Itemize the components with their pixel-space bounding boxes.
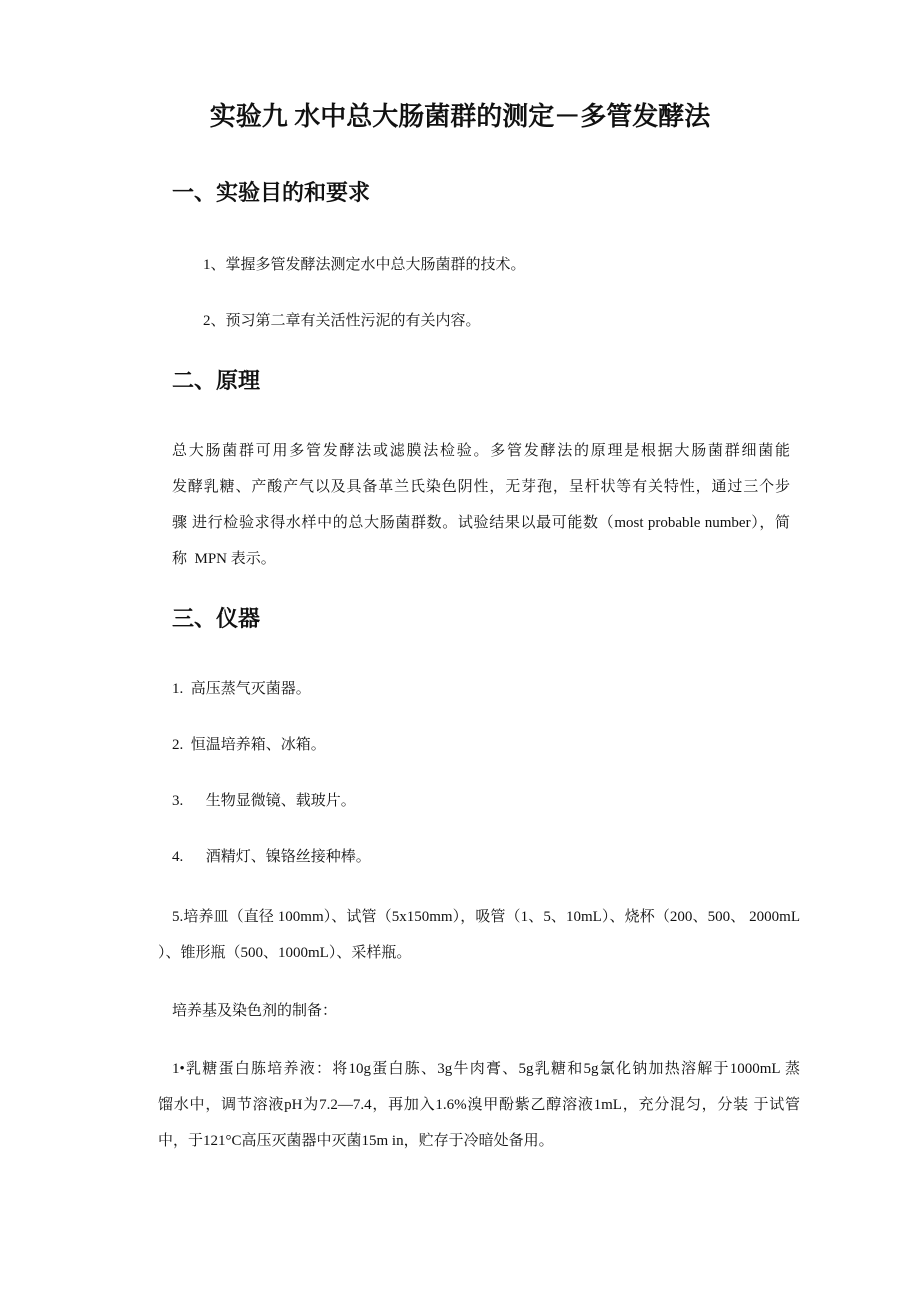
principle-line: 骤 进行检验求得水样中的总大肠菌群数。试验结果以最可能数（most probable number），简 bbox=[172, 515, 790, 531]
principle-line: 称 MPN 表示。 bbox=[172, 551, 276, 567]
media-line: 馏水中，调节溶液pH为7.2—7.4，再加入1.6%溴甲酚紫乙醇溶液1mL，充分混匀，分装 于试管 bbox=[158, 1097, 800, 1113]
instrument-item-5: 5.培养皿（直径 100mm）、试管（5x150mm），吸管（1、5、10mL）、烧杯（200、500、 2000mL bbox=[172, 909, 800, 925]
instrument-item: 1. 高压蒸气灭菌器。 bbox=[172, 681, 311, 697]
instrument-item: 2. 恒温培养箱、冰箱。 bbox=[172, 737, 326, 753]
principle-line: 发酵乳糖、产酸产气以及具备革兰氏染色阴性，无芽孢，呈杆状等有关特性，通过三个步 bbox=[172, 479, 790, 495]
media-line: 1•乳糖蛋白胨培养液：将10g蛋白胨、3g牛肉膏、5g乳糖和5g氯化钠加热溶解于1000mL 蒸 bbox=[172, 1061, 800, 1077]
objective-item: 2、预习第二章有关活性污泥的有关内容。 bbox=[203, 313, 481, 329]
media-line: 中，于121°C高压灭菌器中灭菌15m in，贮存于冷暗处备用。 bbox=[158, 1133, 554, 1149]
media-heading: 培养基及染色剂的制备： bbox=[172, 1003, 338, 1019]
section-heading-instruments: 三、仪器 bbox=[172, 606, 261, 631]
objective-item: 1、掌握多管发酵法测定水中总大肠菌群的技术。 bbox=[203, 257, 526, 273]
document-title: 实验九 水中总大肠菌群的测定－多管发酵法 bbox=[209, 102, 711, 131]
principle-line: 总大肠菌群可用多管发酵法或滤膜法检验。多管发酵法的原理是根据大肠菌群细菌能 bbox=[172, 443, 790, 459]
section-heading-objectives: 一、实验目的和要求 bbox=[172, 180, 371, 205]
section-heading-principle: 二、原理 bbox=[172, 368, 261, 393]
instrument-item-5-cont: ）、锥形瓶（500、1000mL）、采样瓶。 bbox=[158, 945, 412, 961]
instrument-item: 3. 生物显微镜、载玻片。 bbox=[172, 793, 356, 809]
instrument-item: 4. 酒精灯、镍铬丝接种棒。 bbox=[172, 849, 371, 865]
